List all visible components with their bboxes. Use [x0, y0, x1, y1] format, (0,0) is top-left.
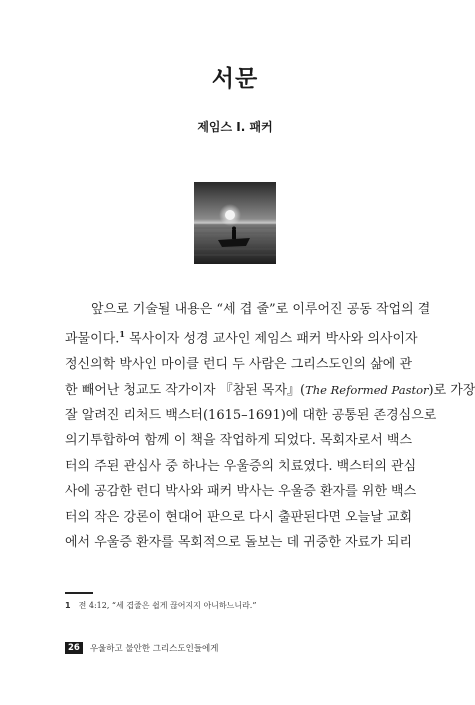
body-line: 사에 공감한 런디 박사와 패커 박사는 우울증 환자를 위한 백스: [65, 484, 417, 500]
footnote-number: 1: [65, 601, 71, 610]
footnote-marker: 1: [119, 329, 125, 340]
running-title: 우울하고 불안한 그리스도인들에게: [89, 644, 219, 654]
body-line: 에서 우울증 환자를 목회적으로 돌보는 데 귀중한 자료가 되리: [65, 534, 413, 550]
body-line: 정신의학 박사인 마이클 런디 두 사람은 그리스도인의 삶에 관: [65, 357, 413, 373]
body-line: 한 빼어난 청교도 작가이자 『참된 목자』(The Reformed Pastor)로 가장: [65, 382, 475, 398]
book-title-english: The Reformed Pastor: [305, 382, 429, 397]
body-line: 터의 작은 강론이 현대어 판으로 다시 출판된다면 오늘날 교회: [65, 509, 413, 525]
chapter-title: 서문: [211, 66, 259, 92]
boat-at-sunset-illustration: [194, 182, 276, 264]
body-line: 잘 알려진 리처드 백스터(1615–1691)에 대한 공통된 존경심으로: [65, 407, 437, 423]
body-paragraph: [65, 297, 475, 555]
footnote-text: 전 4:12, “세 겹줄은 쉽게 끊어지지 아니하느니라.”: [78, 601, 257, 610]
chapter-author: 제임스 I. 패커: [197, 120, 273, 134]
body-line: 과물이다.$^1$ 목사이자 성경 교사인 제임스 패커 박사와 의사이자: [65, 329, 418, 347]
footnote: [65, 600, 256, 611]
body-line: 터의 주된 관심사 중 하나는 우울증의 치료였다. 백스터의 관심: [65, 458, 417, 474]
page-footer: [65, 642, 218, 654]
footnote-divider: [65, 592, 93, 594]
body-line: 앞으로 기술될 내용은 “세 겹 줄”로 이루어진 공동 작업의 결: [91, 302, 431, 317]
body-line: 의기투합하여 함께 이 책을 작업하게 되었다. 목회자로서 백스: [65, 433, 413, 449]
page-number: 26: [65, 642, 83, 654]
